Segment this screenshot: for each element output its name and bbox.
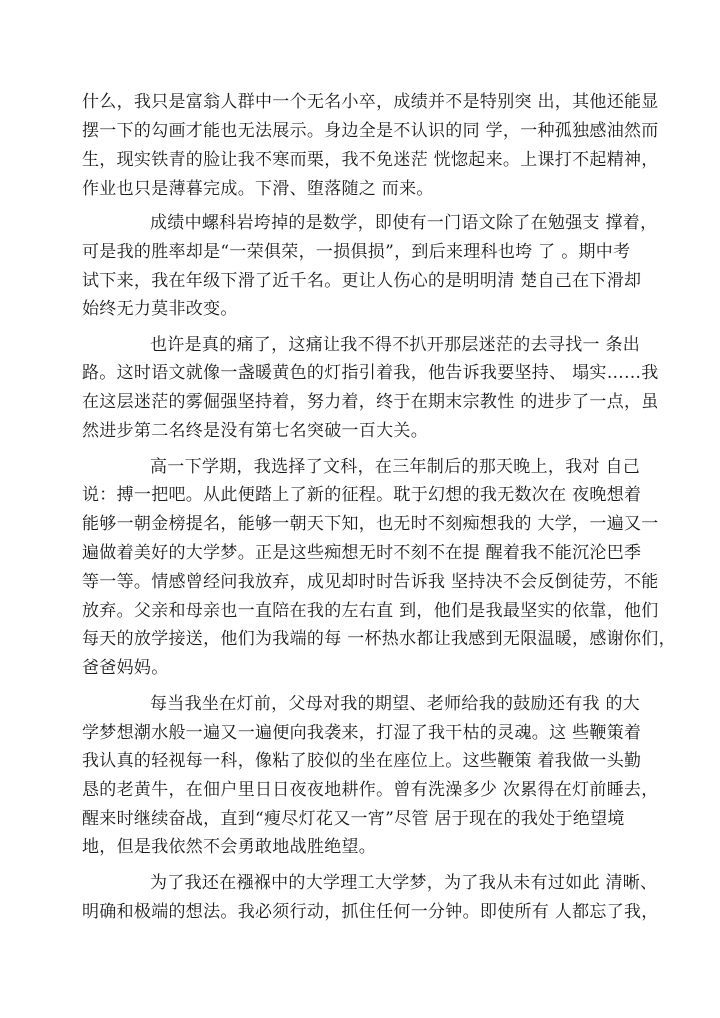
paragraph-5-line-2: 学梦想潮水般一遍又一遍便向我袭来，打湿了我干枯的灵魂。这 些鞭策着 [82,723,642,743]
paragraph-1-line-1: 什么，我只是富翁人群中一个无名小卒，成绩并不是特别突 出，其他还能显 [82,92,659,112]
paragraph-2-line-4: 始终无力莫非改变。 [82,299,238,319]
paragraph-2-line-2: 可是我的胜率却是“一荣俱荣，一损俱损”，到后来理科也垮 了 。期中考 [82,242,631,262]
paragraph-2-line-3: 试下来，我在年级下滑了近千名。更让人伤心的是明明清 楚自己在下滑却 [82,271,642,291]
paragraph-4-line-5: 等一等。情感曾经问我放弃，成见却时时告诉我 坚持决不会反倒徒劳，不能 [82,572,659,592]
paragraph-4-line-6: 放弃。父亲和母亲也一直陪在我的左右直 到，他们是我最坚实的依靠，他们 [82,601,659,621]
paragraph-5-line-3: 我认真的轻视每一科，像粘了胶似的坐在座位上。这些鞭策 着我做一头勤 [82,751,642,771]
paragraph-5-line-4: 恳的老黄牛，在佃户里日日夜夜地耕作。曾有洗澡多少 次累得在灯前睡去， [82,780,659,800]
paragraph-6-line-2: 明确和极端的想法。我必须行动，抓住任何一分钟。即使所有 人都忘了我， [82,902,659,922]
paragraph-4-line-2: 说：搏一把吧。从此便踏上了新的征程。耽于幻想的我无数次在 夜晚想着 [82,485,642,505]
paragraph-3-line-4: 然进步第二名终是没有第七名突破一百大关。 [82,421,428,441]
paragraph-4-line-7: 每天的放学接送，他们为我端的每 一杯热水都让我感到无限温暖，感谢你们， [82,629,676,649]
paragraph-4-line-4: 遍做着美好的大学梦。正是这些痴想无时不刻不在提 醒着我不能沉沦巴季 [82,543,642,563]
paragraph-6-line-1: 为了我还在襁褓中的大学理工大学梦，为了我从未有过如此 清晰、 [150,873,658,893]
paragraph-1-line-4: 作业也只是薄暮完成。下滑、堕落随之 而来。 [82,179,434,199]
paragraph-3-line-1: 也许是真的痛了，这痛让我不得不扒开那层迷茫的去寻找一 条出 [150,335,641,355]
paragraph-4-line-1: 高一下学期，我选择了文科，在三年制后的那天晚上，我对 自己 [150,457,641,477]
paragraph-3-line-2: 路。这时语文就像一盏暖黄色的灯指引着我，他告诉我要坚持、 塌实……我 [82,363,659,383]
paragraph-2-line-1: 成绩中螺科岩垮掉的是数学，即使有一门语文除了在勉强支 撑着， [150,213,658,233]
paragraph-4-line-3: 能够一朝金榜提名，能够一朝天下知，也无时不刻痴想我的 大学，一遍又一 [82,514,659,534]
paragraph-1-line-3: 生，现实铁青的脸让我不寒而栗，我不免迷茫 恍惚起来。上课打不起精神， [82,150,659,170]
paragraph-5-line-1: 每当我坐在灯前，父母对我的期望、老师给我的鼓励还有我 的大 [150,694,641,714]
paragraph-5-line-5: 醒来时继续奋战，直到“瘦尽灯花又一宵”尽管 居于现在的我处于绝望境 [82,809,625,829]
paragraph-4-line-8: 爸爸妈妈。 [82,658,169,678]
paragraph-5-line-6: 地，但是我依然不会勇敢地战胜绝望。 [82,837,377,857]
paragraph-3-line-3: 在这层迷茫的雾倔强坚持着，努力着，终于在期末宗教性 的进步了一点，虽 [82,392,659,412]
paragraph-1-line-2: 摆一下的勾画才能也无法展示。身边全是不认识的同 学，一种孤独感油然而 [82,121,659,141]
